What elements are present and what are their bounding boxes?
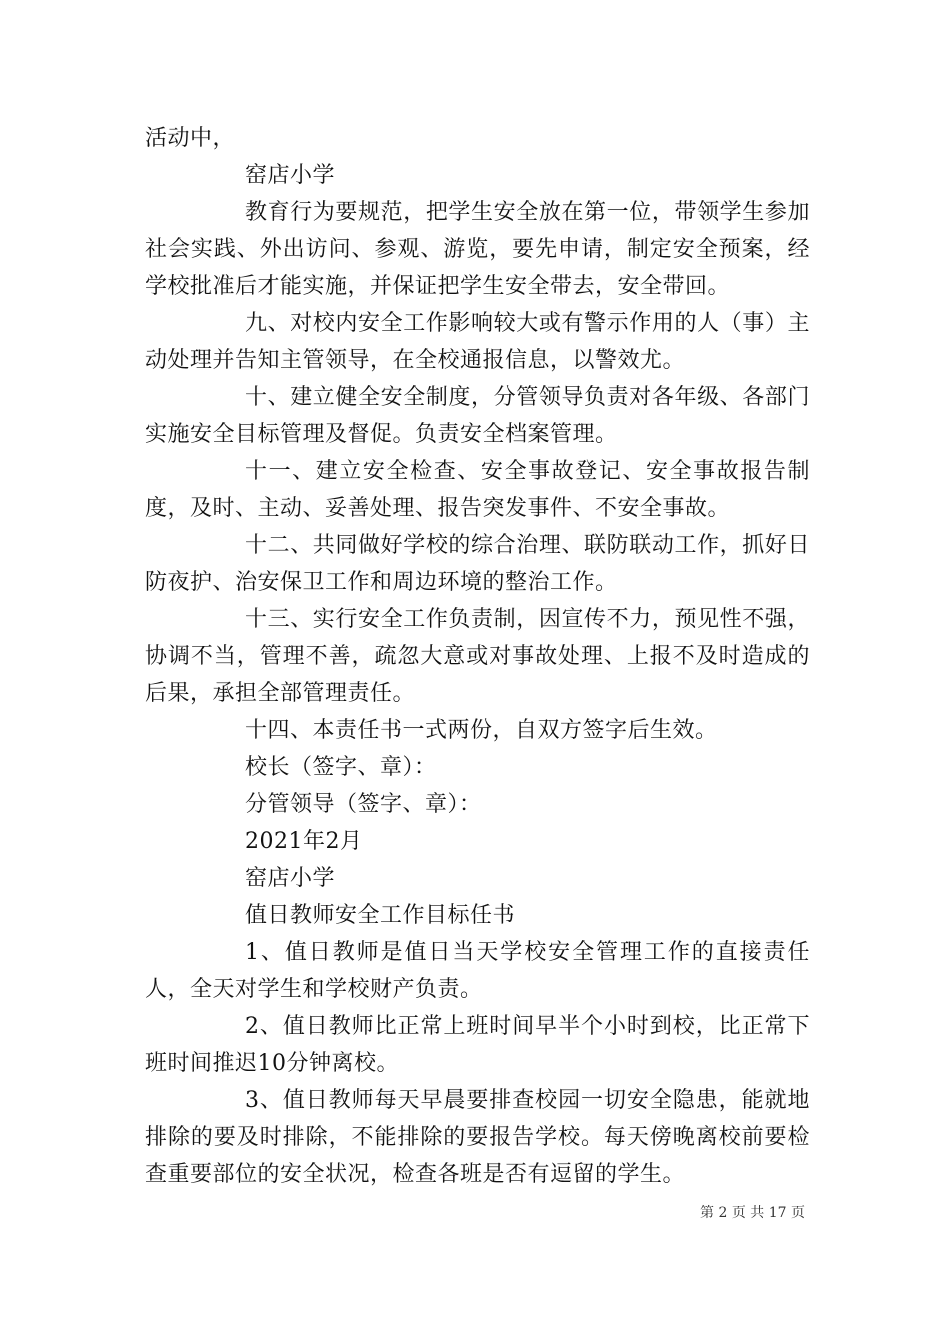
paragraph: 教育行为要规范，把学生安全放在第一位，带领学生参加社会实践、外出访问、参观、游览，要先申请，制定安全预案，经学校批准后才能实施，并保证把学生安全带去，安全带回。 — [145, 200, 810, 299]
paragraph: 十、建立健全安全制度，分管领导负责对各年级、各部门实施安全目标管理及督促。负责安全档案管理。 — [145, 385, 810, 447]
paragraph: 活动中， — [145, 126, 236, 151]
paragraph: 1、值日教师是值日当天学校安全管理工作的直接责任人，全天对学生和学校财产负责。 — [145, 940, 810, 1002]
paragraph: 2021年2月 — [245, 829, 363, 854]
paragraph: 校长（签字、章）： — [245, 755, 437, 780]
paragraph: 窑店小学 — [245, 866, 336, 891]
paragraph: 十二、共同做好学校的综合治理、联防联动工作，抓好日防夜护、治安保卫工作和周边环境的整治工作。 — [145, 533, 810, 595]
paragraph: 窑店小学 — [245, 163, 336, 188]
paragraph: 分管领导（签字、章）： — [245, 792, 482, 817]
paragraph: 十三、实行安全工作负责制，因宣传不力，预见性不强，协调不当，管理不善，疏忽大意或对事故处理、上报不及时造成的后果，承担全部管理责任。 — [145, 607, 810, 706]
paragraph: 九、对校内安全工作影响较大或有警示作用的人（事）主动处理并告知主管领导，在全校通报信息，以警效尤。 — [145, 311, 810, 373]
document-body — [145, 120, 810, 1193]
paragraph: 3、值日教师每天早晨要排查校园一切安全隐患，能就地排除的要及时排除，不能排除的要报告学校。每天傍晚离校前要检查重要部位的安全状况，检查各班是否有逗留的学生。 — [145, 1088, 810, 1187]
paragraph: 2、值日教师比正常上班时间早半个小时到校，比正常下班时间推迟10分钟离校。 — [145, 1014, 810, 1076]
paragraph: 值日教师安全工作目标任书 — [245, 903, 516, 928]
page-number-footer: 第 2 页 共 17 页 — [700, 1205, 805, 1221]
paragraph: 十一、建立安全检查、安全事故登记、安全事故报告制度，及时、主动、妥善处理、报告突发事件、不安全事故。 — [145, 459, 810, 521]
paragraph: 十四、本责任书一式两份，自双方签字后生效。 — [245, 718, 718, 743]
